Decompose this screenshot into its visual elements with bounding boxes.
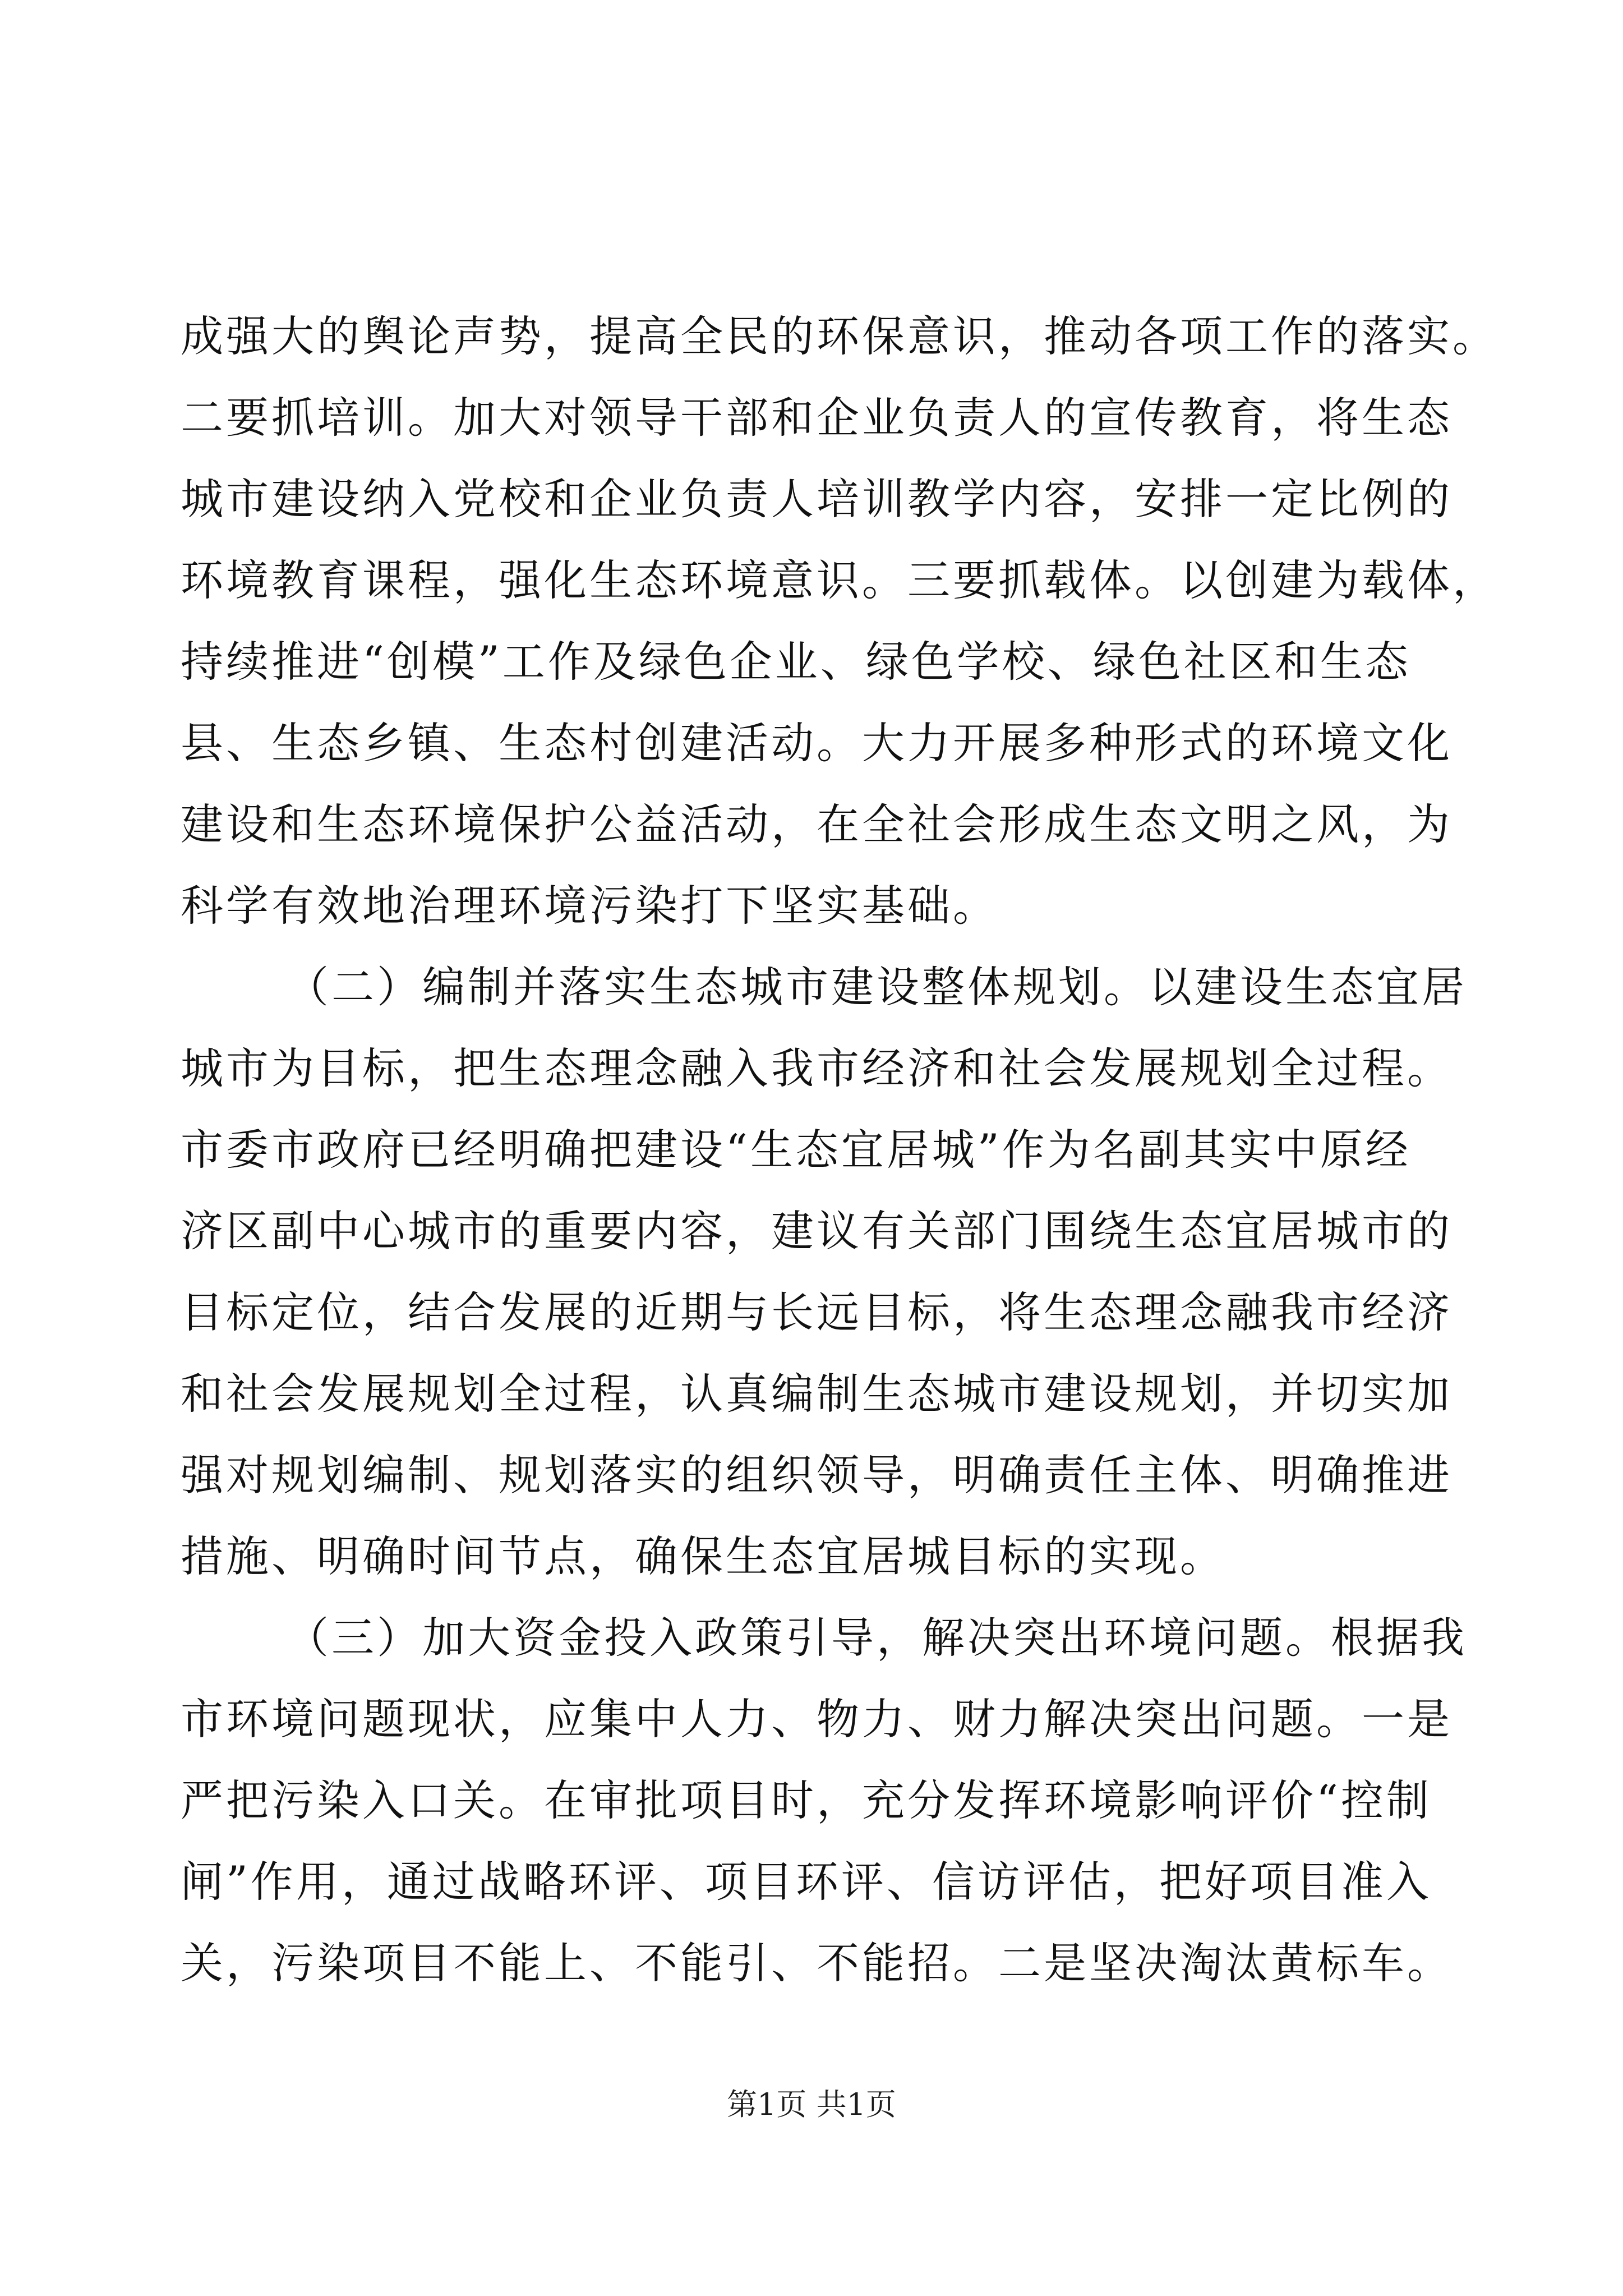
paragraph-1-line-2: 二要抓培训。加大对领导干部和企业负责人的宣传教育，将生态 bbox=[181, 393, 1453, 443]
paragraph-1-line-8: 科学有效地治理环境污染打下坚实基础。 bbox=[181, 881, 998, 931]
paragraph-1-line-7: 建设和生态环境保护公益活动，在全社会形成生态文明之风，为 bbox=[181, 799, 1453, 849]
paragraph-2-line-5: 目标定位，结合发展的近期与长远目标，将生态理念融我市经济 bbox=[181, 1287, 1453, 1337]
paragraph-3-line-1: （三）加大资金投入政策引导，解决突出环境问题。根据我 bbox=[286, 1613, 1467, 1663]
paragraph-2-line-2: 城市为目标，把生态理念融入我市经济和社会发展规划全过程。 bbox=[181, 1043, 1453, 1093]
paragraph-1-line-4: 环境教育课程，强化生态环境意识。三要抓载体。以创建为载体， bbox=[181, 555, 1498, 605]
paragraph-1-line-5: 持续推进“创模”工作及绿色企业、绿色学校、绿色社区和生态 bbox=[181, 637, 1411, 687]
paragraph-3-line-3: 严把污染入口关。在审批项目时，充分发挥环境影响评价“控制 bbox=[181, 1775, 1432, 1825]
paragraph-3-line-5: 关，污染项目不能上、不能引、不能招。二是坚决淘汰黄标车。 bbox=[181, 1938, 1453, 1988]
paragraph-1-line-6: 县、生态乡镇、生态村创建活动。大力开展多种形式的环境文化 bbox=[181, 718, 1453, 768]
paragraph-3-line-4: 闸”作用，通过战略环评、项目环评、信访评估，把好项目准入 bbox=[181, 1857, 1432, 1907]
page-footer: 第1页 共1页 bbox=[727, 2087, 896, 2122]
paragraph-2-line-4: 济区副中心城市的重要内容，建议有关部门围绕生态宜居城市的 bbox=[181, 1206, 1453, 1256]
paragraph-1-line-1: 成强大的舆论声势，提高全民的环保意识，推动各项工作的落实。 bbox=[181, 311, 1498, 361]
paragraph-3-line-2: 市环境问题现状，应集中人力、物力、财力解决突出问题。一是 bbox=[181, 1694, 1453, 1744]
paragraph-2-line-6: 和社会发展规划全过程，认真编制生态城市建设规划，并切实加 bbox=[181, 1369, 1453, 1419]
paragraph-2-line-3: 市委市政府已经明确把建设“生态宜居城”作为名副其实中原经 bbox=[181, 1125, 1411, 1175]
paragraph-2-line-8: 措施、明确时间节点，确保生态宜居城目标的实现。 bbox=[181, 1531, 1225, 1581]
paragraph-2-line-1: （二）编制并落实生态城市建设整体规划。以建设生态宜居 bbox=[286, 962, 1467, 1012]
paragraph-1-line-3: 城市建设纳入党校和企业负责人培训教学内容，安排一定比例的 bbox=[181, 474, 1453, 524]
paragraph-2-line-7: 强对规划编制、规划落实的组织领导，明确责任主体、明确推进 bbox=[181, 1450, 1453, 1500]
